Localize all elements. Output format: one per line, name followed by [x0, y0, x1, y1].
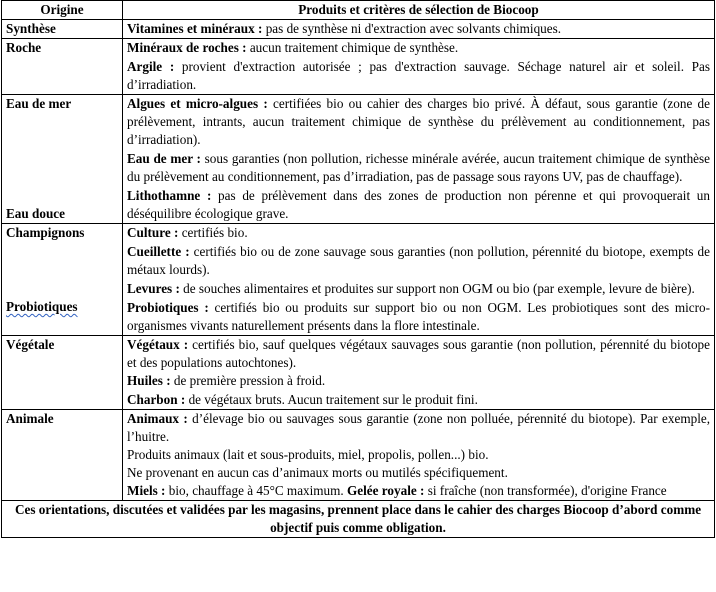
criteria-term: Cueillette :	[127, 244, 190, 259]
criteria-term-secondary: Gelée royale :	[347, 483, 425, 498]
origin-cell	[2, 95, 123, 224]
criteria-text: de végétaux bruts. Aucun traitement sur le produit fini.	[185, 392, 478, 407]
criteria-item	[127, 39, 710, 57]
criteria-item	[127, 280, 710, 298]
criteria-item	[127, 187, 710, 223]
criteria-term: Probiotiques :	[127, 300, 209, 315]
table-row	[2, 224, 715, 336]
criteria-item	[127, 95, 710, 149]
criteria-term: Végétaux :	[127, 337, 189, 352]
criteria-text: certifiés bio ou de zone sauvage sous garanties (non pollution, pérennité du biotope, exempts de métaux lourds).	[127, 244, 710, 277]
origin-cell	[2, 224, 123, 336]
criteria-cell	[123, 410, 715, 501]
criteria-item	[127, 299, 710, 335]
criteria-text: bio, chauffage à 45°C maximum.	[165, 483, 348, 498]
criteria-cell	[123, 224, 715, 336]
criteria-term: Vitamines et minéraux :	[127, 21, 263, 36]
criteria-item	[127, 58, 710, 94]
criteria-text: provient d'extraction autorisée ; pas d'extraction sauvage. Séchage naturel air et soleil. Pas d’irradiation.	[127, 59, 711, 92]
header-criteria: Produits et critères de sélection de Biocoop	[123, 1, 715, 20]
criteria-term: Animaux :	[127, 411, 188, 426]
criteria-cell	[123, 39, 715, 95]
biocoop-criteria-table	[1, 0, 715, 538]
table-row	[2, 336, 715, 410]
criteria-item	[127, 446, 710, 464]
criteria-item	[127, 372, 710, 390]
criteria-text: certifiés bio, sauf quelques végétaux sauvages sous garantie (non pollution, pérennité du biotope et des populations autochtones).	[127, 337, 710, 370]
criteria-item	[127, 20, 710, 38]
criteria-cell	[123, 336, 715, 410]
criteria-text: certifiés bio.	[178, 225, 248, 240]
criteria-term: Eau de mer :	[127, 151, 201, 166]
criteria-text: de souches alimentaires et produites sur support non OGM ou bio (par exemple, levure de bière).	[179, 281, 695, 296]
criteria-term: Charbon :	[127, 392, 186, 407]
origin-cell: Synthèse	[2, 20, 123, 39]
criteria-term: Levures :	[127, 281, 180, 296]
criteria-text: pas de synthèse ni d'extraction avec solvants chimiques.	[262, 21, 562, 36]
criteria-item	[127, 336, 710, 372]
criteria-item	[127, 243, 710, 279]
criteria-term: Algues et micro-algues :	[127, 96, 268, 111]
origin-label-secondary: Eau douce	[6, 206, 65, 221]
criteria-item	[127, 410, 710, 446]
criteria-cell	[123, 20, 715, 39]
table-row	[2, 39, 715, 95]
criteria-item	[127, 150, 710, 186]
header-origin: Origine	[2, 1, 123, 20]
criteria-text: d’élevage bio ou sauvages sous garantie (zone non polluée, pérennité du biotope). Par exemple, l’huitre.	[127, 411, 711, 444]
criteria-text-secondary: si fraîche (non transformée), d'origine France	[424, 483, 667, 498]
criteria-cell	[123, 95, 715, 224]
criteria-term: Argile :	[127, 59, 175, 74]
origin-label: Champignons	[6, 225, 85, 240]
origin-label-secondary: Probiotiques	[6, 299, 78, 314]
criteria-item	[127, 391, 710, 409]
table-row	[2, 95, 715, 224]
criteria-item	[127, 224, 710, 242]
criteria-term: Culture :	[127, 225, 179, 240]
criteria-text: aucun traitement chimique de synthèse.	[246, 40, 459, 55]
criteria-text: certifiées bio ou cahier des charges bio privé. À défaut, sous garantie (zone de prélèvement, intrants, aucun traitement chimique de synthèse du prélèvement au conditionnement, pas d’irradiation).	[127, 96, 710, 147]
origin-cell: Animale	[2, 410, 123, 501]
criteria-text: pas de prélèvement dans des zones de production non pérenne et qui provoquerait un déséquilibre écologique grave.	[127, 188, 710, 221]
table-header-row	[2, 1, 715, 20]
table-row	[2, 410, 715, 501]
criteria-item	[127, 464, 710, 482]
criteria-term: Minéraux de roches :	[127, 40, 247, 55]
table-footer-row	[2, 501, 715, 538]
footer-note: Ces orientations, discutées et validées par les magasins, prennent place dans le cahier des charges Biocoop d’abord comme objectif puis comme obligation.	[2, 501, 715, 538]
criteria-term: Lithothamne :	[127, 188, 212, 203]
criteria-text: Ne provenant en aucun cas d’animaux morts ou mutilés spécifiquement.	[127, 465, 508, 480]
criteria-text: certifiés bio ou produits sur support bio ou non OGM. Les probiotiques sont des micro-organismes vivants naturellement présents dans la flore intestinale.	[127, 300, 710, 333]
origin-cell: Végétale	[2, 336, 123, 410]
criteria-text: Produits animaux (lait et sous-produits, miel, propolis, pollen...) bio.	[127, 447, 489, 462]
criteria-term: Huiles :	[127, 373, 171, 388]
origin-cell: Roche	[2, 39, 123, 95]
criteria-text: sous garanties (non pollution, richesse minérale avérée, aucun traitement chimique de synthèse du prélèvement au conditionnement, pas d’irradiation, pas de passage sous rayons UV, pas de chauffage).	[127, 151, 711, 184]
criteria-term: Miels :	[127, 483, 166, 498]
table-row	[2, 20, 715, 39]
criteria-item	[127, 482, 710, 500]
criteria-text: de première pression à froid.	[170, 373, 326, 388]
origin-label: Eau de mer	[6, 96, 72, 111]
